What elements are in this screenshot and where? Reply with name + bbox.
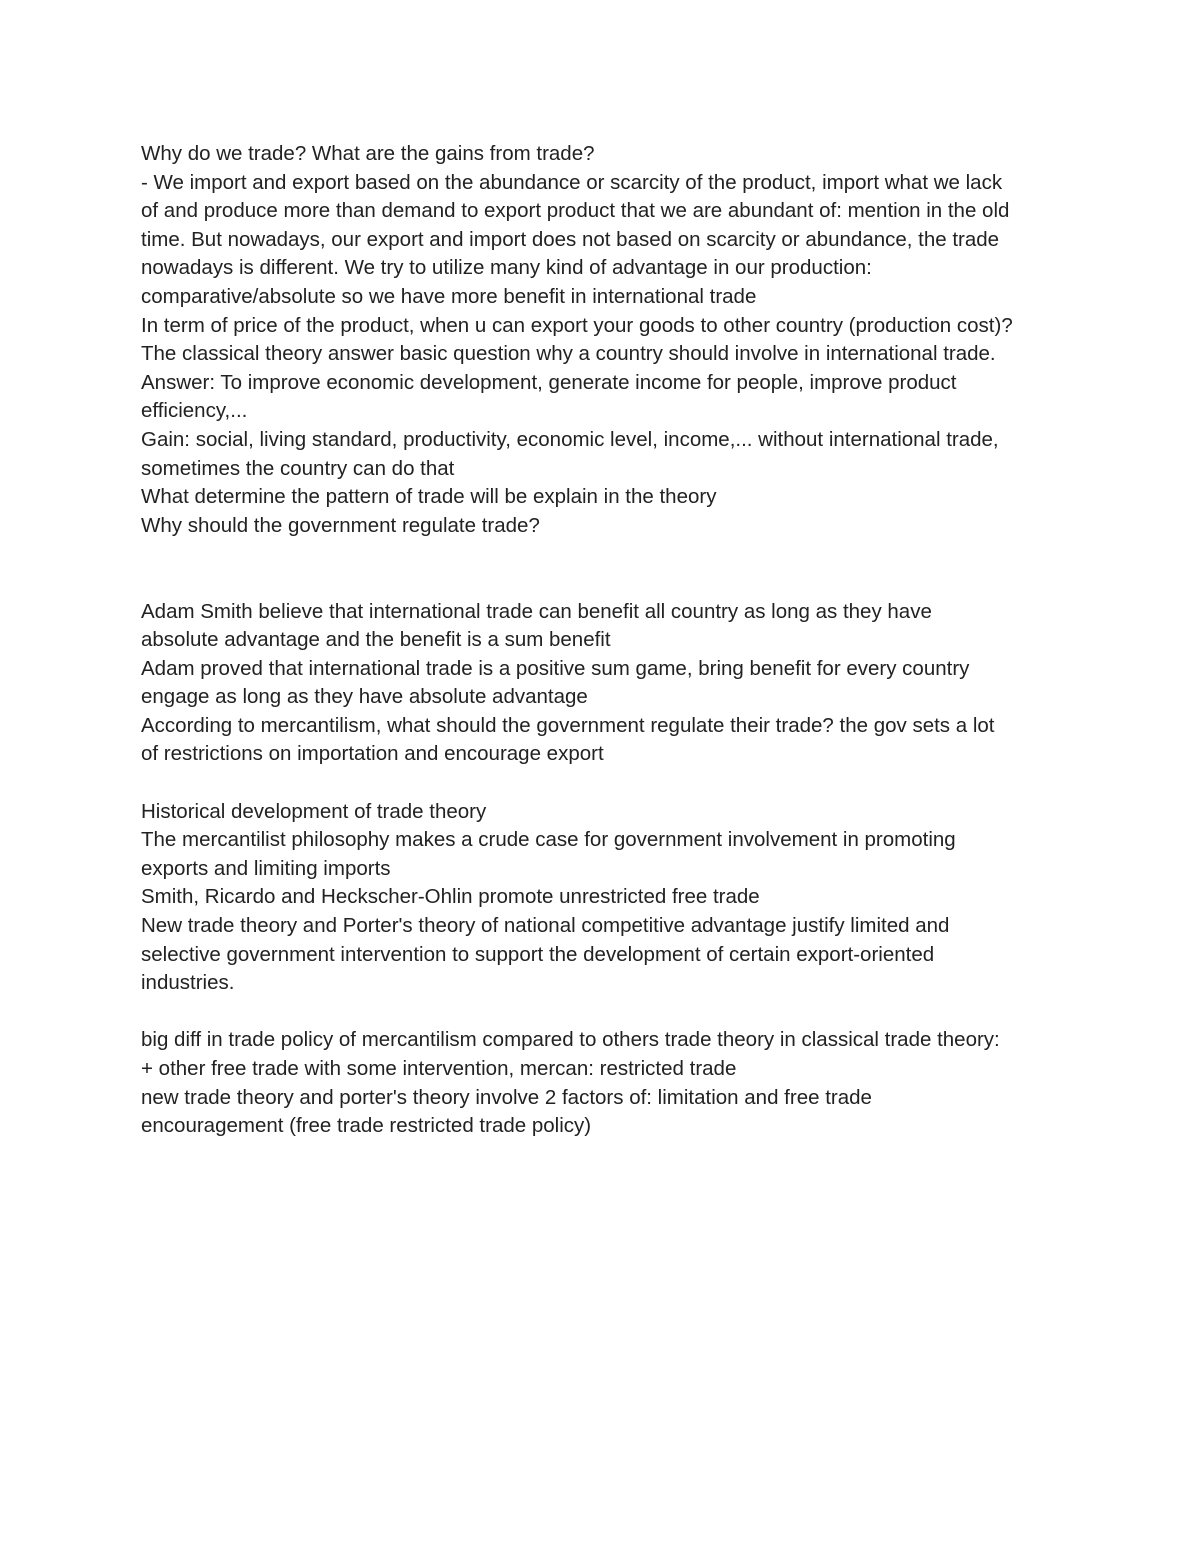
text-line: nowadays is different. We try to utilize many kind of advantage in our production: [141,256,872,280]
text-line: Adam Smith believe that international trade can benefit all country as long as they have [141,599,932,623]
text-line: comparative/absolute so we have more benefit in international trade [141,284,757,308]
blank-line [141,998,1071,1027]
text-line: + other free trade with some intervention, mercan: restricted trade [141,1057,737,1080]
text-line: selective government intervention to support the development of certain export-oriented [141,942,935,966]
text-line: Gain: social, living standard, productivity, economic level, income,... without international trade, [141,427,999,451]
text-line: industries. [141,971,235,995]
text-line: The classical theory answer basic question why a country should involve in international trade. [141,342,996,366]
text-line: sometimes the country can do that [141,456,455,480]
text-line: Adam proved that international trade is a positive sum game, bring benefit for every country [141,656,970,680]
text-line: Why should the government regulate trade? [141,513,540,537]
text-line: encouragement (free trade restricted trade policy) [141,1114,592,1138]
text-line: efficiency,... [141,399,248,423]
text-line: In term of price of the product, when u can export your goods to other country (production cost)? [141,313,1013,337]
text-line: According to mercantilism, what should the government regulate their trade? the gov sets a lot [141,713,995,737]
blank-line [141,569,1071,598]
text-line: exports and limiting imports [141,856,391,880]
text-line: of restrictions on importation and encourage export [141,742,604,766]
text-line: Smith, Ricardo and Heckscher-Ohlin promote unrestricted free trade [141,885,760,909]
text-line: Historical development of trade theory [141,799,487,823]
text-line: The mercantilist philosophy makes a crude case for government involvement in promoting [141,828,956,852]
text-line: Why do we trade? What are the gains from trade? [141,142,595,165]
blank-line [141,540,1071,569]
text-line: time. But nowadays, our export and import does not based on scarcity or abundance, the trade [141,227,1000,251]
text-line: - We import and export based on the abundance or scarcity of the product, import what we lack [141,170,1003,194]
text-line: big diff in trade policy of mercantilism compared to others trade theory in classical trade theory: [141,1028,1000,1052]
blank-line [141,769,1071,798]
text-line: New trade theory and Porter's theory of national competitive advantage justify limited and [141,914,950,938]
text-line: What determine the pattern of trade will be explain in the theory [141,485,717,509]
document-body [141,140,1071,1141]
text-line: Answer: To improve economic development, generate income for people, improve product [141,370,957,394]
text-line: absolute advantage and the benefit is a sum benefit [141,628,611,652]
text-line: engage as long as they have absolute advantage [141,685,588,709]
text-line: of and produce more than demand to export product that we are abundant of: mention in the old [141,199,1010,223]
text-line: new trade theory and porter's theory involve 2 factors of: limitation and free trade [141,1085,872,1109]
